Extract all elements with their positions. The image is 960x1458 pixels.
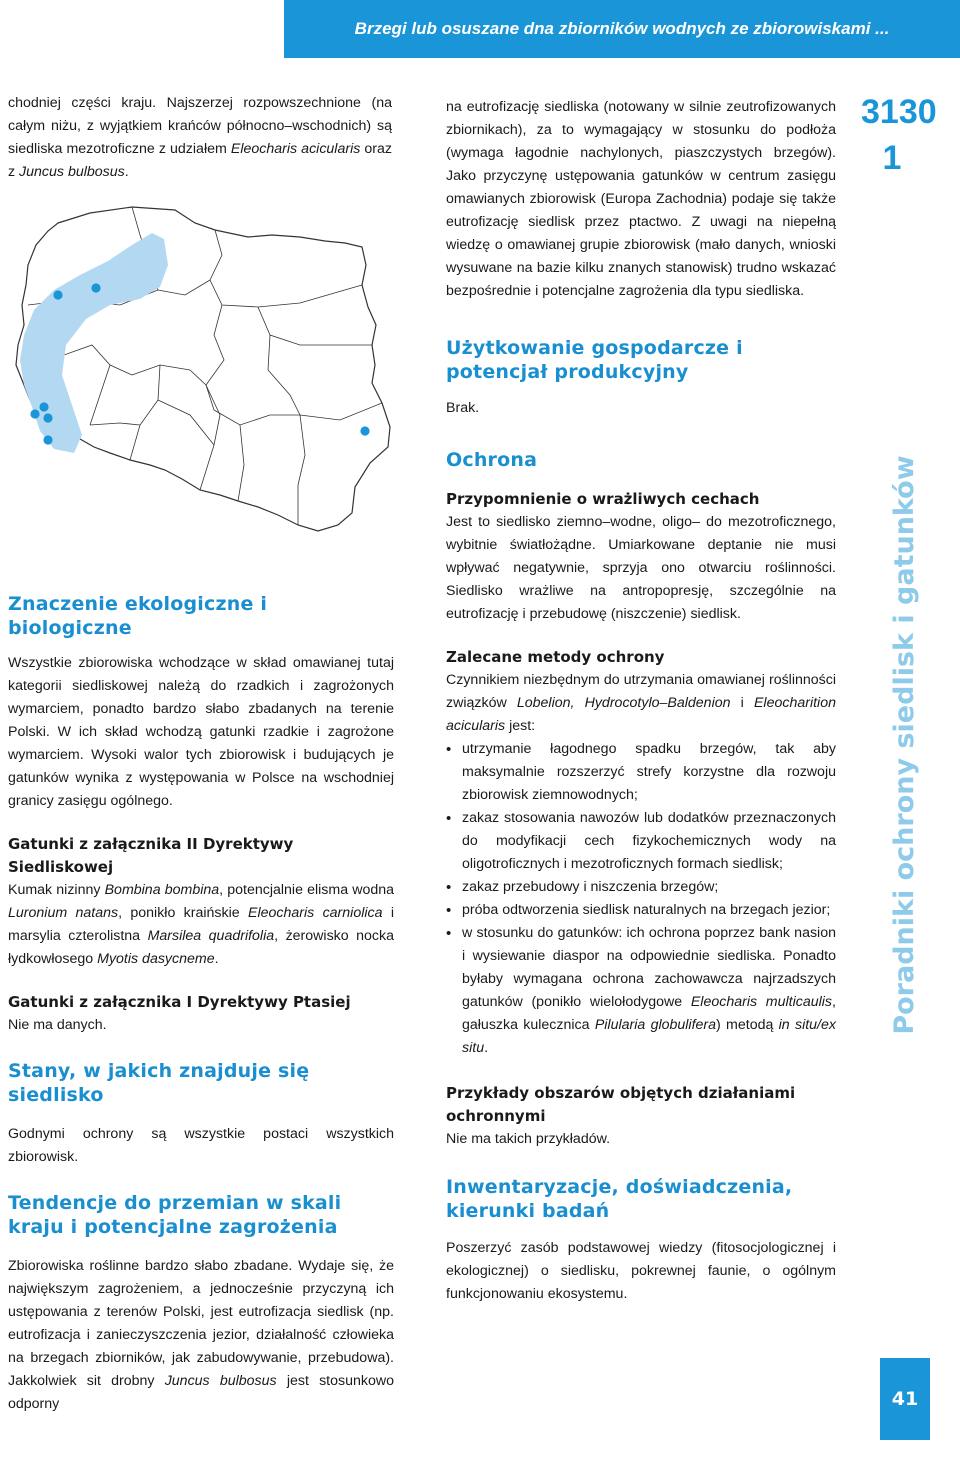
bullet5-species-2: Pilularia globulifera (594, 1017, 717, 1033)
habitats-directive-text (8, 879, 394, 971)
intro-text-c: oraz z (8, 141, 392, 180)
occurrence-point (360, 426, 369, 435)
states-heading: Stany, w jakich znajduje się siedlisko (8, 1060, 310, 1106)
page-number: 41 (891, 1388, 919, 1410)
methods-list-item: • utrzymanie łagodnego spadku brzegów, tak aby maksymalnie rozszerzyć strefy korzystne dla rozwoju zbiorowisk ziemnowodnych; (446, 738, 836, 807)
inventory-heading: Inwentaryzacje, doświadczenia, kierunki badań (446, 1176, 793, 1222)
right-column (446, 336, 836, 1306)
habitats-directive-heading: Gatunki z załącznika II Dyrektywy Siedliskowej (8, 835, 294, 876)
hd-text-9: , żerowisko nocka łydkowłosego (8, 928, 394, 967)
methods-heading: Zalecane metody ochrony (446, 648, 665, 666)
bullet5-text-a: w stosunku do gatunków: ich ochrona poprzez bank nasion i wysiewanie diaspor na odpowiednie siedliska. Ponadto byłaby wymagana ochrona zachowawcza najrzadszych gatunków (ponikło wielołodygowe (462, 925, 836, 1010)
occurrence-point (91, 283, 100, 292)
birds-directive-heading: Gatunki z załącznika I Dyrektywy Ptasiej (8, 993, 351, 1011)
intro-text-a: chodniej części kraju. Najszerzej rozpowszechnione (na całym niżu, z wyjątkiem krańców północno–wschodnich) są siedliska mezotroficzne z udziałem (8, 95, 392, 157)
significance-heading: Znaczenie ekologiczne i biologiczne (8, 593, 268, 639)
methods-intro (446, 669, 836, 738)
hd-text-7: i marsylia czterolistna (8, 905, 395, 944)
usage-text: Brak. (446, 400, 480, 416)
hd-species-3: Eleocharis carniolica (248, 905, 383, 921)
map-voivodeship-borders (24, 207, 382, 525)
methods-list (446, 738, 836, 1060)
occurrence-point (30, 409, 39, 418)
examples-text: Nie ma takich przykładów. (446, 1131, 611, 1147)
intro-species-2: Juncus bulbosus (19, 164, 125, 180)
bullet5-text-c: , gałuszka kulecznica (462, 994, 836, 1033)
trends-text-3: jest stosunkowo odporny (8, 1373, 394, 1412)
methods-list-item (446, 922, 836, 1060)
protection-heading: Ochrona (446, 449, 538, 471)
states-text: Godnymi ochrony są wszystkie postaci wszystkich zbiorowisk. (8, 1126, 394, 1165)
reminder-text: Jest to siedlisko ziemno–wodne, oligo– do mezotroficznego, wybitnie światłożądne. Umiarkowane deptanie nie musi wpływać negatywnie, sprzyja ono otwarciu roślinności. Siedlisko wrażliwe na antropopresję, szczególnie na eutrofizację i przebudowę (niszczenie) siedlisk. (446, 514, 836, 622)
left-column (8, 592, 394, 1416)
hd-text-3: , potencjalnie elisma wodna (219, 882, 395, 898)
hd-text-11: . (214, 951, 219, 967)
occurrence-point (43, 413, 52, 422)
hd-text-5: , ponikło kraińskie (118, 905, 248, 921)
intro-species-1: Eleocharis acicularis (230, 141, 361, 157)
hd-text-1: Kumak nizinny (8, 882, 105, 898)
hd-species-2: Luronium natans (8, 905, 119, 921)
methods-list-item: • zakaz stosowania nawozów lub dodatków przeznaczonych do modyfikacji cech fizykochemicznych wody na oligotroficznych i mezotroficznych formach siedlisk; (446, 807, 836, 876)
intro-paragraph (8, 92, 392, 184)
occurrence-point (39, 402, 48, 411)
threats-continuation-paragraph: na eutrofizację siedliska (notowany w silnie zeutrofizowanych zbiornikach), za to wymagający w stosunku do podłoża (wymaga łagodnie nachylonych, piaszczystych brzegów). Jako przyczynę ustępowania gatunków w centrum zasięgu omawianych zbiorowisk (Europa Zachodnia) podaje się także eutrofizację siedlisk przez ptactwo. Z uwagi na niepełną wiedzę o omawianej grupie zbiorowisk (mało danych, wnioski wysuwane na bazie kilku znanych stanowisk) trudno wskazać bezpośrednie i potencjalne zagrożenia dla typu siedliska. (446, 99, 836, 299)
habitat-range-area (20, 233, 168, 453)
hd-species-4: Marsilea quadrifolia (147, 928, 275, 944)
methods-text-e: jest: (505, 718, 536, 734)
hd-species-5: Myotis dasycneme (97, 951, 215, 967)
trends-heading: Tendencje do przemian w skali kraju i potencjalne zagrożenia (8, 1192, 342, 1238)
usage-heading: Użytkowanie gospodarcze i potencjał produkcyjny (446, 337, 743, 383)
methods-text-c: i (730, 695, 754, 711)
occurrence-point (43, 435, 52, 444)
side-title: Poradniki ochrony siedlisk i gatunków (889, 455, 920, 1035)
methods-list-item: • próba odtworzenia siedlisk naturalnych na brzegach jezior; (446, 899, 836, 922)
birds-directive-text: Nie ma danych. (8, 1017, 107, 1033)
header-title: Brzegi lub osuszane dna zbiorników wodnych ze zbiorowiskami ... (354, 19, 890, 38)
methods-alliances: Lobelion, Hydrocotylo–Baldenion (516, 695, 731, 711)
trends-text-1: Zbiorowiska roślinne bardzo słabo zbadane. Wydaje się, że największym zagrożeniem, a jednocześnie przyczyną ich ustępowania z terenów Polski, jest eutrofizacja siedlisk (np. eutrofizacja i zanieczyszczenia jezior, działalność człowieka na brzegach zbiorników, jak zabudowywanie, przebudowa). Jakkolwiek sit drobny (8, 1258, 394, 1389)
hd-species-1: Bombina bombina (104, 882, 220, 898)
examples-heading: Przykłady obszarów objętych działaniami ochronnymi (446, 1084, 796, 1125)
bullet5-text-g: . (484, 1040, 489, 1056)
inventory-text: Poszerzyć zasób podstawowej wiedzy (fitosocjologicznej i ekologicznej) o siedlisku, pokrewnej faunie, o ogólnym funkcjonowaniu ekosystemu. (446, 1240, 836, 1302)
habitat-code-sub: 1 (882, 139, 902, 177)
methods-list-item: • zakaz przebudowy i niszczenia brzegów; (446, 876, 836, 899)
habitat-code (861, 92, 937, 204)
methods-text-a: Czynnikiem niezbędnym do utrzymania omawianej roślinności związków (446, 672, 836, 711)
reminder-heading: Przypomnienie o wrażliwych cechach (446, 490, 760, 508)
bullet5-text-e: ) metodą (716, 1017, 779, 1033)
intro-text-e: . (124, 164, 129, 180)
habitat-code-main: 3130 (861, 93, 937, 131)
methods-alliance-eleocharition: Eleocharition acicularis (446, 695, 836, 734)
significance-text: Wszystkie zbiorowiska wchodzące w skład omawianej tutaj kategorii siedliskowej należą do rzadkich i zagrożonych wymarciem, ponadto bardzo słabo zbadanych na terenie Polski. W ich skład wchodzą gatunki rzadkie i zagrożone wymarciem. Wysoki walor tych zbiorowisk i budujących je gatunków wynika z występowania w Polsce na wschodniej granicy zasięgu ogólnego. (8, 655, 394, 809)
threats-continuation-column (446, 96, 836, 303)
map-outline (16, 207, 390, 531)
intro-column (8, 92, 392, 184)
trends-text (8, 1255, 394, 1416)
bullet5-species-1: Eleocharis multicaulis (690, 994, 833, 1010)
distribution-map (0, 195, 400, 595)
trends-species: Juncus bulbosus (164, 1373, 277, 1389)
bullet5-method: in situ/ex situ (462, 1017, 836, 1056)
page-number-box (880, 1358, 930, 1440)
header-bar (284, 0, 960, 58)
occurrence-point (53, 290, 62, 299)
